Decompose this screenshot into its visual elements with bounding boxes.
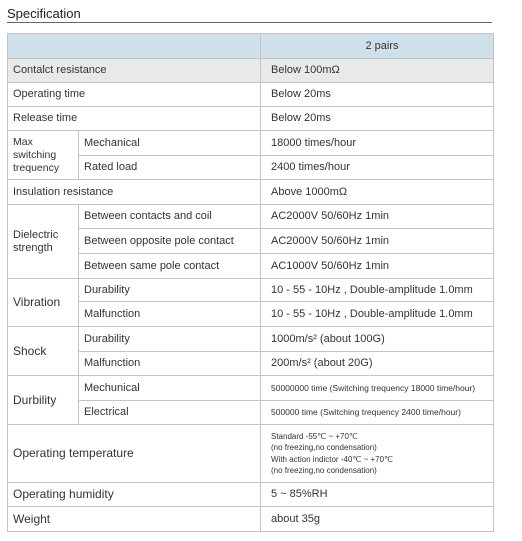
insulation-resistance-value: Above 1000mΩ — [261, 180, 494, 205]
durbility-electrical-value: 500000 time (Switching trequency 2400 time/hour) — [261, 401, 494, 425]
contact-resistance-value: Below 100mΩ — [261, 59, 494, 83]
vibration-durability-value: 10 - 55 - 10Hz , Double-amplitude 1.0mm — [261, 279, 494, 302]
vibration-malfunction-label: Malfunction — [79, 302, 261, 327]
insulation-resistance-label: Insulation resistance — [8, 180, 261, 205]
page-title: Specification — [7, 6, 81, 21]
operating-humidity-value: 5 ~ 85%RH — [261, 483, 494, 507]
table-row — [8, 254, 494, 279]
shock-malfunction-label: Malfunction — [79, 352, 261, 376]
table-row — [8, 180, 494, 205]
table-row — [8, 107, 494, 131]
table-row — [8, 327, 494, 352]
header-label-cell — [8, 34, 261, 59]
table-row — [8, 83, 494, 107]
temperature-note: (no freezing,no condensation) — [271, 443, 377, 452]
dielectric-opposite-pole-label: Between opposite pole contact — [79, 229, 261, 254]
table-row — [8, 483, 494, 507]
dielectric-contacts-coil-label: Between contacts and coil — [79, 205, 261, 229]
dielectric-strength-label: Dielectric strength — [8, 205, 79, 279]
temperature-standard: Standard -55℃ ~ +70℃ — [271, 431, 358, 441]
durbility-mechanical-label: Mechunical — [79, 376, 261, 401]
dielectric-same-pole-label: Between same pole contact — [79, 254, 261, 279]
header-2-pairs: 2 pairs — [261, 34, 494, 59]
table-row — [8, 229, 494, 254]
vibration-label: Vibration — [8, 279, 79, 327]
title-divider — [7, 22, 492, 23]
max-switching-rated-load-label: Rated load — [79, 156, 261, 180]
table-row — [8, 59, 494, 83]
table-row — [8, 302, 494, 327]
table-row — [8, 401, 494, 425]
shock-malfunction-value: 200m/s² (about 20G) — [261, 352, 494, 376]
contact-resistance-label: Contalct resistance — [8, 59, 261, 83]
table-row — [8, 507, 494, 532]
shock-label: Shock — [8, 327, 79, 376]
weight-value: about 35g — [261, 507, 494, 532]
durbility-electrical-label: Electrical — [79, 401, 261, 425]
table-row — [8, 205, 494, 229]
dielectric-same-pole-value: AC1000V 50/60Hz 1min — [261, 254, 494, 279]
max-switching-rated-load-value: 2400 times/hour — [261, 156, 494, 180]
specification-table — [7, 33, 494, 532]
release-time-value: Below 20ms — [261, 107, 494, 131]
table-row — [8, 156, 494, 180]
durbility-label: Durbility — [8, 376, 79, 425]
dielectric-opposite-pole-value: AC2000V 50/60Hz 1min — [261, 229, 494, 254]
shock-durability-value: 1000m/s² (about 100G) — [261, 327, 494, 352]
operating-temperature-value — [261, 425, 494, 483]
operating-time-value: Below 20ms — [261, 83, 494, 107]
max-switching-label: Max switching trequency — [8, 131, 79, 180]
vibration-malfunction-value: 10 - 55 - 10Hz , Double-amplitude 1.0mm — [261, 302, 494, 327]
operating-temperature-label: Operating temperature — [8, 425, 261, 483]
table-row — [8, 352, 494, 376]
temperature-indicator: With action indictor -40℃ ~ +70℃ — [271, 454, 394, 464]
vibration-durability-label: Durability — [79, 279, 261, 302]
temperature-note: (no freezing,no condensation) — [271, 466, 377, 475]
header-row — [8, 34, 494, 59]
table-row — [8, 425, 494, 483]
dielectric-contacts-coil-value: AC2000V 50/60Hz 1min — [261, 205, 494, 229]
operating-humidity-label: Operating humidity — [8, 483, 261, 507]
max-switching-mechanical-value: 18000 times/hour — [261, 131, 494, 156]
release-time-label: Release time — [8, 107, 261, 131]
weight-label: Weight — [8, 507, 261, 532]
table-row — [8, 376, 494, 401]
max-switching-mechanical-label: Mechanical — [79, 131, 261, 156]
shock-durability-label: Durability — [79, 327, 261, 352]
durbility-mechanical-value: 50000000 time (Switching trequency 18000 time/hour) — [261, 376, 494, 401]
operating-time-label: Operating time — [8, 83, 261, 107]
table-row — [8, 131, 494, 156]
table-row — [8, 279, 494, 302]
